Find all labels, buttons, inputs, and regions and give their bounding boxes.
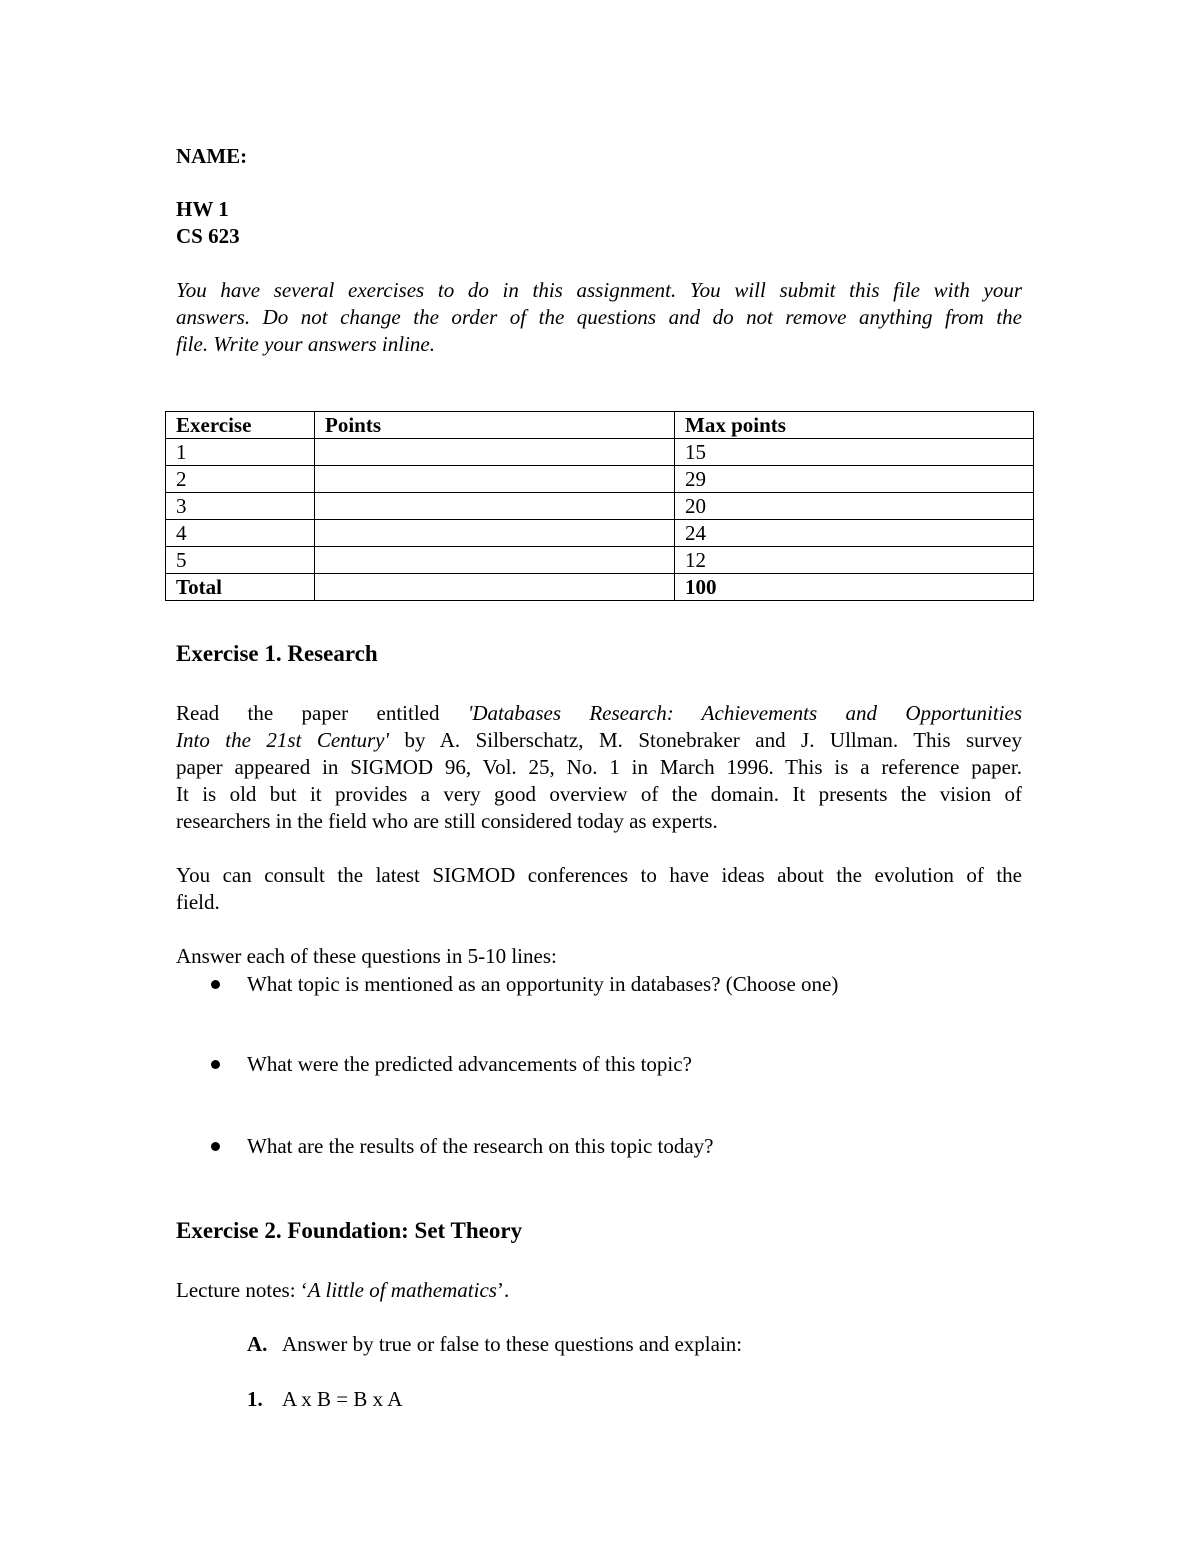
max-points-cell: 29: [675, 466, 1034, 493]
instructions-line: file. Write your answers inline.: [176, 332, 435, 356]
instructions-paragraph: [176, 277, 1022, 358]
part-a-label: A.: [247, 1332, 268, 1356]
question-2: What were the predicted advancements of this topic?: [247, 1052, 692, 1076]
course-code: CS 623: [176, 224, 240, 248]
question-1: What topic is mentioned as an opportunity in databases? (Choose one): [247, 972, 839, 996]
exercise-1-paragraph-1: [176, 700, 1022, 835]
points-cell[interactable]: [315, 439, 675, 466]
lecture-notes-suffix: ’.: [496, 1278, 510, 1302]
paper-title-part-1: 'Databases Research: Achievements and Opportunities: [467, 701, 1022, 725]
exercise-cell: 1: [166, 439, 315, 466]
paragraph-line: researchers in the field who are still considered today as experts.: [176, 809, 718, 833]
instructions-line: You have several exercises to do in this assignment. You will submit this file with your: [176, 278, 1022, 302]
bullet-icon: [211, 1142, 220, 1151]
paper-title-part-2: Into the 21st Century': [176, 728, 389, 752]
exercise-cell: 3: [166, 493, 315, 520]
lecture-notes-title: A little of mathematics: [307, 1278, 497, 1302]
exercise-1-heading: Exercise 1. Research: [176, 641, 378, 666]
homework-number: HW 1: [176, 197, 229, 221]
table-header-row: [166, 412, 1034, 439]
max-points-cell: 24: [675, 520, 1034, 547]
lecture-notes-line: [176, 1277, 509, 1304]
paragraph-line: [176, 727, 1022, 754]
paragraph-text: Read the paper entitled: [176, 701, 468, 725]
exercise-cell: 2: [166, 466, 315, 493]
table-row: [166, 439, 1034, 466]
exercise-cell: 4: [166, 520, 315, 547]
max-points-cell: 20: [675, 493, 1034, 520]
name-label: NAME:: [176, 144, 248, 168]
points-cell[interactable]: [315, 466, 675, 493]
table-row: [166, 493, 1034, 520]
paragraph-line: [176, 700, 1022, 727]
total-max-cell: 100: [675, 574, 1034, 601]
points-table: [165, 411, 1034, 601]
exercise-2-heading: Exercise 2. Foundation: Set Theory: [176, 1218, 523, 1243]
paragraph-line: field.: [176, 890, 220, 914]
bullet-icon: [211, 980, 220, 989]
table-total-row: [166, 574, 1034, 601]
total-points-cell[interactable]: [315, 574, 675, 601]
instructions-line: answers. Do not change the order of the questions and do not remove anything from the: [176, 305, 1022, 329]
max-points-cell: 12: [675, 547, 1034, 574]
points-cell[interactable]: [315, 547, 675, 574]
question-1-label: 1.: [247, 1387, 263, 1411]
header-points: Points: [315, 412, 675, 439]
bullet-icon: [211, 1060, 220, 1069]
part-a-text: Answer by true or false to these questions and explain:: [282, 1332, 743, 1356]
exercise-1-paragraph-2: [176, 862, 1022, 916]
max-points-cell: 15: [675, 439, 1034, 466]
points-cell[interactable]: [315, 493, 675, 520]
paragraph-text: by A. Silberschatz, M. Stonebraker and J. Ullman. This survey: [389, 728, 1022, 752]
question-1-text: A x B = B x A: [282, 1387, 403, 1411]
header-max-points: Max points: [675, 412, 1034, 439]
table-row: [166, 466, 1034, 493]
questions-intro: Answer each of these questions in 5-10 lines:: [176, 944, 557, 968]
table-row: [166, 520, 1034, 547]
points-cell[interactable]: [315, 520, 675, 547]
exercise-cell: 5: [166, 547, 315, 574]
header-exercise: Exercise: [166, 412, 315, 439]
paragraph-line: It is old but it provides a very good overview of the domain. It presents the vision of: [176, 782, 1022, 806]
table-row: [166, 547, 1034, 574]
paragraph-line: You can consult the latest SIGMOD conferences to have ideas about the evolution of the: [176, 863, 1022, 887]
question-3: What are the results of the research on this topic today?: [247, 1134, 714, 1158]
total-label-cell: Total: [166, 574, 315, 601]
paragraph-line: paper appeared in SIGMOD 96, Vol. 25, No. 1 in March 1996. This is a reference paper.: [176, 755, 1022, 779]
lecture-notes-prefix: Lecture notes: ‘: [176, 1278, 308, 1302]
